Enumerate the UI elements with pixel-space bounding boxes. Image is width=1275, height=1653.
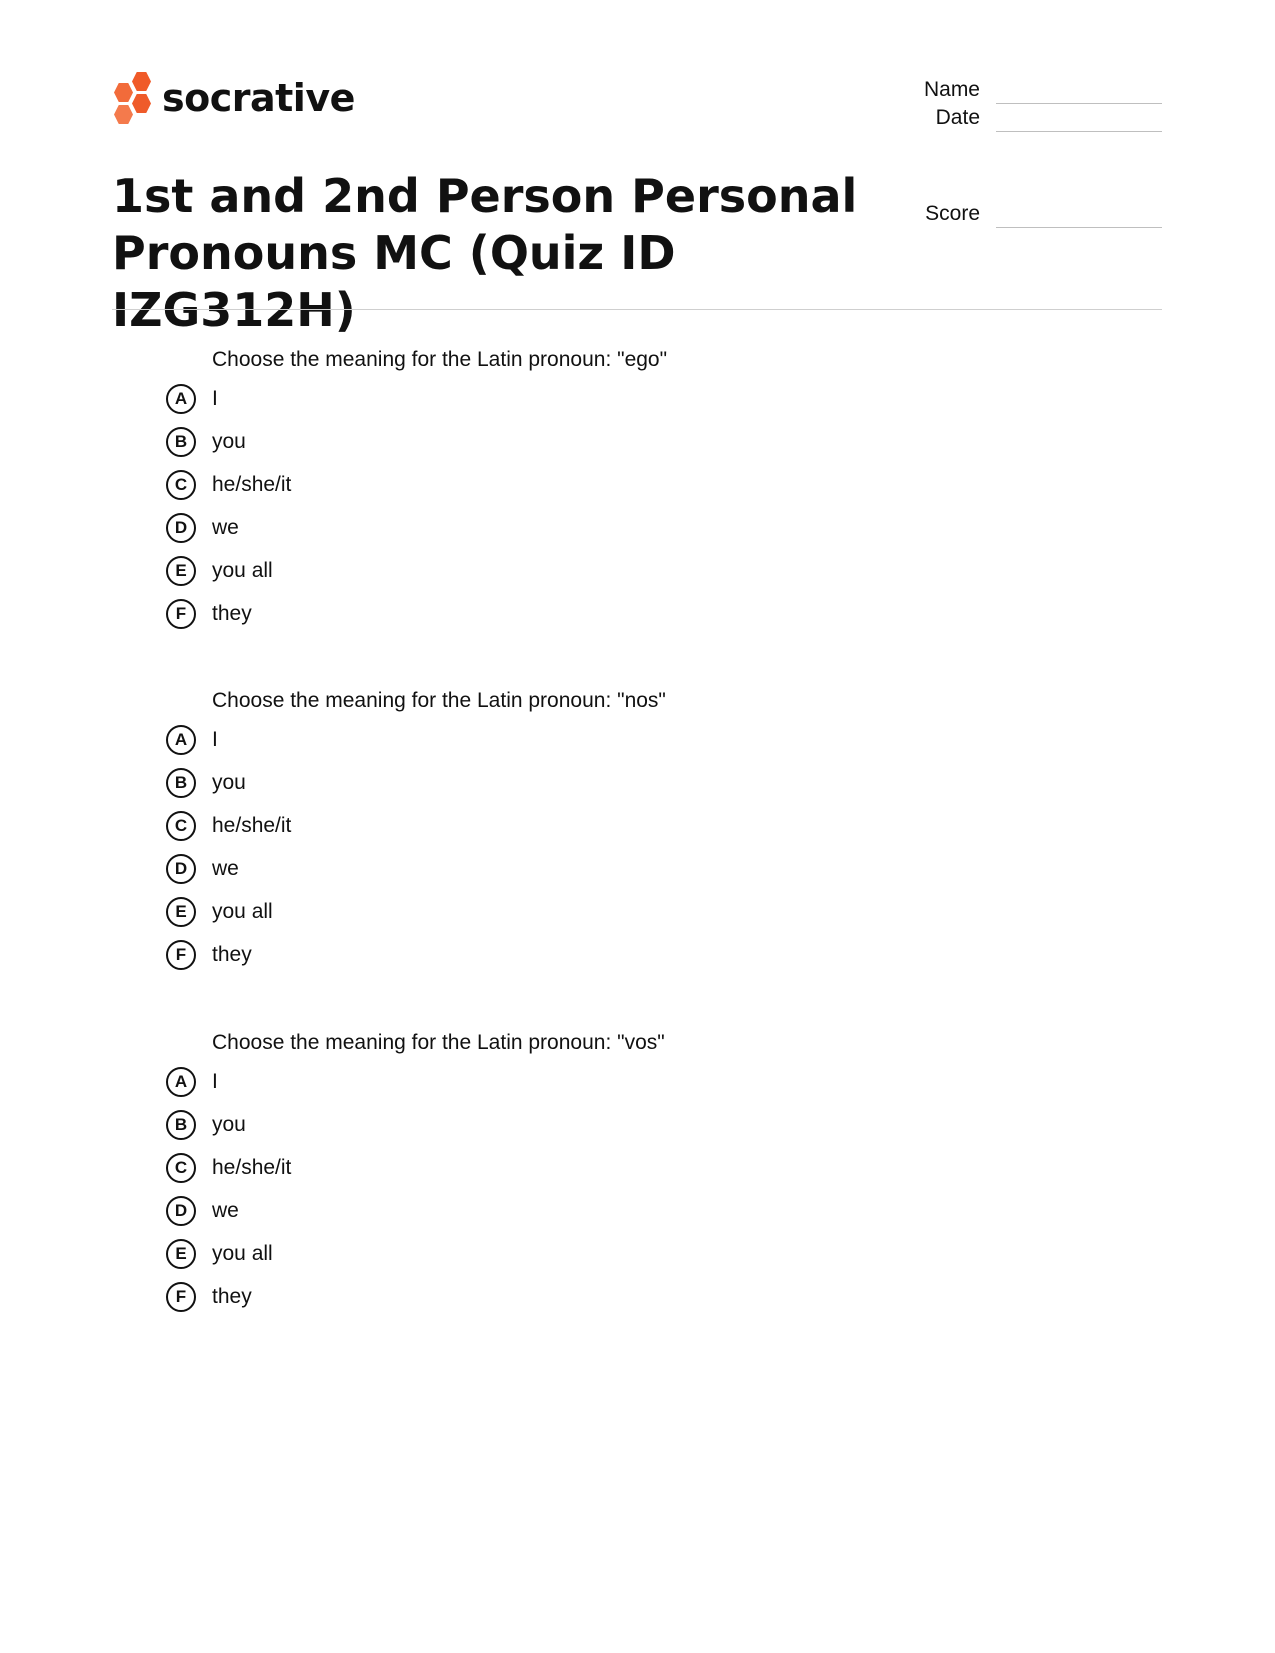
option-text: I [212, 728, 218, 751]
option-d[interactable] [166, 1196, 666, 1230]
logo-hex-icon [114, 105, 133, 124]
option-b[interactable] [166, 427, 666, 461]
option-text: you all [212, 900, 273, 923]
option-e[interactable] [166, 897, 666, 931]
answer-bubble[interactable]: C [166, 811, 196, 841]
date-field [900, 104, 1162, 132]
score-field [900, 200, 1162, 228]
answer-bubble[interactable]: F [166, 1282, 196, 1312]
option-d[interactable] [166, 854, 666, 888]
answer-bubble[interactable]: A [166, 384, 196, 414]
question-header [0, 1029, 1000, 1059]
answer-bubble[interactable]: B [166, 427, 196, 457]
option-c[interactable] [166, 470, 666, 504]
option-text: I [212, 387, 218, 410]
option-f[interactable] [166, 599, 666, 633]
quiz-title-line-2: Pronouns MC (Quiz ID IZG312H) [112, 226, 676, 337]
question-text: Choose the meaning for the Latin pronoun: "vos" [212, 1031, 665, 1054]
quiz-title-line-1: 1st and 2nd Person Personal [112, 169, 858, 223]
answer-bubble[interactable]: E [166, 897, 196, 927]
answer-bubble[interactable]: C [166, 470, 196, 500]
answer-bubble[interactable]: D [166, 854, 196, 884]
option-text: I [212, 1070, 218, 1093]
socrative-logo-mark-icon [112, 72, 152, 124]
logo-hex-icon [132, 94, 151, 113]
question-header [0, 687, 1000, 717]
option-text: they [212, 1285, 252, 1308]
question-header [0, 346, 1000, 376]
answer-bubble[interactable]: C [166, 1153, 196, 1183]
option-c[interactable] [166, 811, 666, 845]
option-text: he/she/it [212, 473, 292, 496]
logo-wordmark: socrative [162, 76, 355, 120]
option-e[interactable] [166, 556, 666, 590]
answer-bubble[interactable]: F [166, 599, 196, 629]
question-text: Choose the meaning for the Latin pronoun: "ego" [212, 348, 668, 371]
option-a[interactable] [166, 384, 666, 418]
name-field [900, 76, 1162, 104]
logo-hex-icon [114, 83, 133, 102]
answer-bubble[interactable]: D [166, 1196, 196, 1226]
option-text: we [212, 516, 239, 539]
date-line[interactable] [996, 131, 1162, 132]
score-line[interactable] [996, 227, 1162, 228]
option-b[interactable] [166, 1110, 666, 1144]
header-divider [112, 309, 1162, 310]
answer-bubble[interactable]: E [166, 1239, 196, 1269]
option-text: we [212, 1199, 239, 1222]
answer-bubble[interactable]: E [166, 556, 196, 586]
answer-bubble[interactable]: B [166, 1110, 196, 1140]
option-text: he/she/it [212, 814, 292, 837]
socrative-logo [112, 72, 355, 124]
option-a[interactable] [166, 1067, 666, 1101]
answer-bubble[interactable]: A [166, 1067, 196, 1097]
option-f[interactable] [166, 940, 666, 974]
name-label: Name [923, 78, 980, 101]
option-text: you [212, 771, 246, 794]
question-text: Choose the meaning for the Latin pronoun: "nos" [212, 689, 666, 712]
option-e[interactable] [166, 1239, 666, 1273]
option-text: they [212, 602, 252, 625]
option-text: we [212, 857, 239, 880]
option-a[interactable] [166, 725, 666, 759]
answer-bubble[interactable]: A [166, 725, 196, 755]
answer-bubble[interactable]: D [166, 513, 196, 543]
answer-bubble[interactable]: B [166, 768, 196, 798]
option-text: you [212, 1113, 246, 1136]
answer-bubble[interactable]: F [166, 940, 196, 970]
option-text: you all [212, 559, 273, 582]
option-text: you all [212, 1242, 273, 1265]
quiz-title [112, 168, 892, 339]
option-d[interactable] [166, 513, 666, 547]
option-f[interactable] [166, 1282, 666, 1316]
option-text: you [212, 430, 246, 453]
logo-hex-icon [132, 72, 151, 91]
option-b[interactable] [166, 768, 666, 802]
option-text: he/she/it [212, 1156, 292, 1179]
option-text: they [212, 943, 252, 966]
score-label: Score [925, 202, 980, 225]
option-c[interactable] [166, 1153, 666, 1187]
date-label: Date [935, 106, 980, 129]
